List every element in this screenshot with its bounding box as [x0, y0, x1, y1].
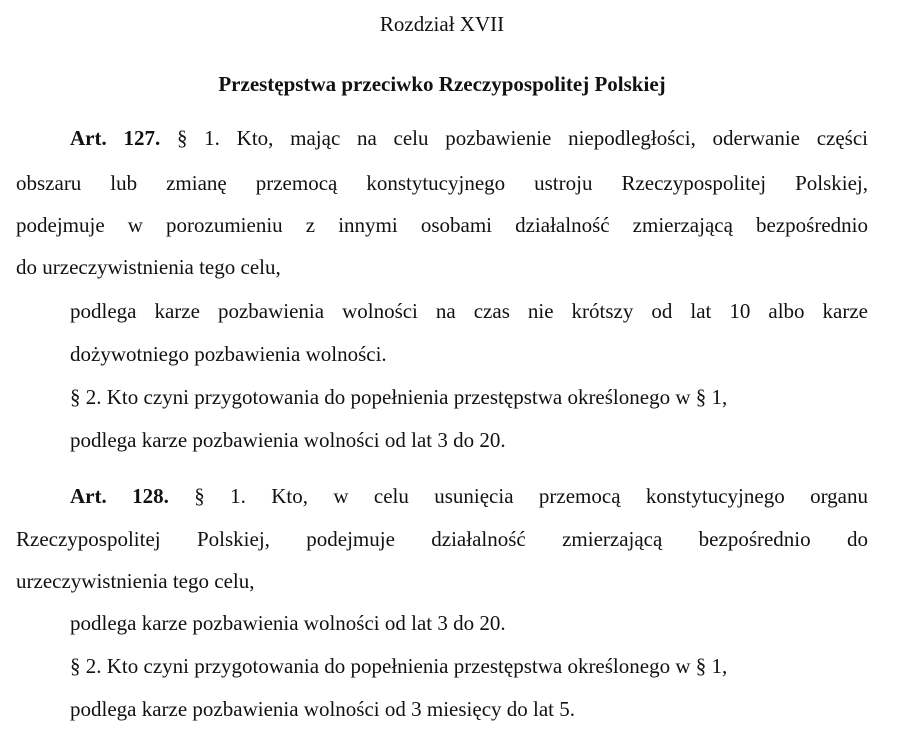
art127-paragraph1-line3: podejmuje w porozumieniu z innymi osobami działalność zmierzającą bezpośrednio — [16, 213, 868, 237]
art127-paragraph2-line2: podlega karze pozbawienia wolności od lat 3 do 20. — [70, 428, 506, 452]
art128-paragraph1-line2: Rzeczypospolitej Polskiej, podejmuje działalność zmierzającą bezpośrednio do — [16, 527, 868, 551]
art127-paragraph1-line1 — [70, 123, 868, 153]
art127-p1-text: § 1. Kto, mając na celu pozbawienie niepodległości, oderwanie części — [176, 126, 869, 150]
art127-label: Art. 127. — [70, 126, 161, 150]
chapter-title: Przestępstwa przeciwko Rzeczypospolitej Polskiej — [218, 72, 666, 96]
art128-p1-text: § 1. Kto, w celu usunięcia przemocą konstytucyjnego organu — [194, 484, 869, 508]
art127-paragraph2-line1: § 2. Kto czyni przygotowania do popełnienia przestępstwa określonego w § 1, — [70, 385, 728, 409]
art127-penalty1-line1: podlega karze pozbawienia wolności na czas nie krótszy od lat 10 albo karze — [70, 299, 868, 323]
art127-penalty1-line2: dożywotniego pozbawienia wolności. — [70, 342, 387, 366]
art128-paragraph1-line3: urzeczywistnienia tego celu, — [16, 569, 255, 593]
art128-penalty1-line1: podlega karze pozbawienia wolności od lat 3 do 20. — [70, 611, 506, 635]
art127-paragraph1-line2: obszaru lub zmianę przemocą konstytucyjnego ustroju Rzeczypospolitej Polskiej, — [16, 171, 868, 195]
art128-paragraph2-line2: podlega karze pozbawienia wolności od 3 miesięcy do lat 5. — [70, 697, 576, 721]
art128-paragraph2-line1: § 2. Kto czyni przygotowania do popełnienia przestępstwa określonego w § 1, — [70, 654, 728, 678]
art128-paragraph1-line1 — [70, 481, 868, 511]
art128-label: Art. 128. — [70, 484, 169, 508]
art127-paragraph1-line4: do urzeczywistnienia tego celu, — [16, 255, 281, 279]
chapter-heading: Rozdział XVII — [379, 12, 505, 36]
